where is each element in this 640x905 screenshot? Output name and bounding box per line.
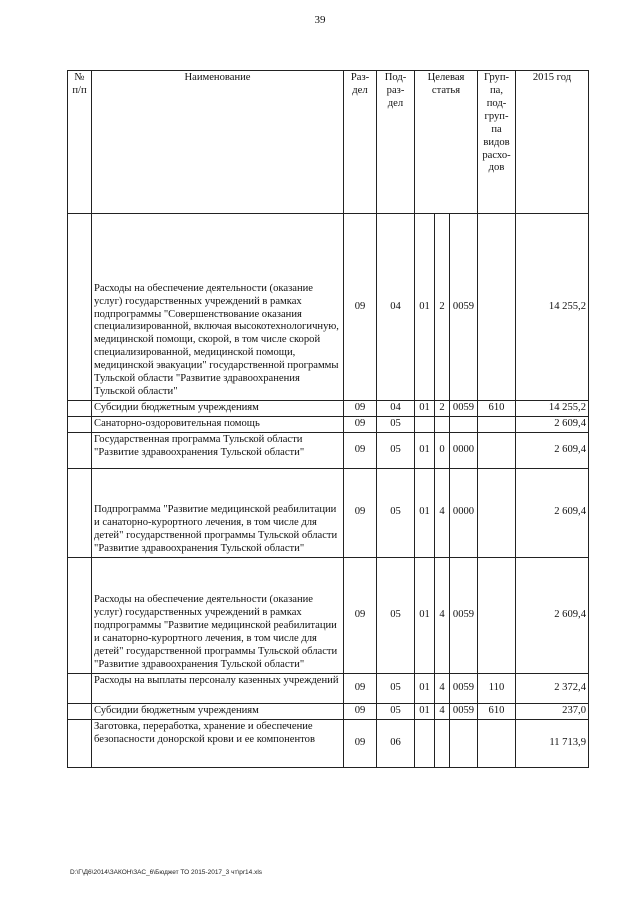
table-row (68, 719, 589, 767)
header-year: 2015 год (516, 71, 589, 214)
header-name: Наименование (92, 71, 344, 214)
cell-gruppa: 610 (478, 703, 516, 719)
cell-cs1 (415, 719, 435, 767)
cell-sum: 11 713,9 (516, 719, 589, 767)
header-podrazdel: Под-раз-дел (377, 71, 415, 214)
cell-sum: 2 609,4 (516, 432, 589, 468)
table-row (68, 468, 589, 557)
cell-num (68, 557, 92, 673)
cell-razdel: 09 (344, 719, 377, 767)
header-gruppa: Груп-па, под-груп-па видов расхо-дов (478, 71, 516, 214)
cell-razdel: 09 (344, 673, 377, 703)
cell-cs3: 0059 (450, 214, 478, 401)
cell-num (68, 719, 92, 767)
cell-num (68, 401, 92, 417)
cell-cs1: 01 (415, 557, 435, 673)
cell-gruppa: 610 (478, 401, 516, 417)
cell-podrazdel: 05 (377, 468, 415, 557)
cell-cs3 (450, 416, 478, 432)
cell-num (68, 703, 92, 719)
cell-cs3: 0059 (450, 557, 478, 673)
cell-cs1: 01 (415, 401, 435, 417)
cell-gruppa (478, 468, 516, 557)
cell-podrazdel: 05 (377, 432, 415, 468)
cell-sum: 237,0 (516, 703, 589, 719)
table-row (68, 401, 589, 417)
cell-cs3: 0000 (450, 432, 478, 468)
cell-name: Санаторно-оздоровительная помощь (92, 416, 344, 432)
page-number: 39 (314, 14, 326, 26)
table-row (68, 432, 589, 468)
table-row (68, 703, 589, 719)
file-path-footer: D:\Г\Д6\2014\ЗАКОН\ЗАС_6\Бюджет ТО 2015-2017_3 чт\pr14.xls (70, 869, 263, 876)
cell-cs1: 01 (415, 468, 435, 557)
cell-num (68, 416, 92, 432)
cell-razdel: 09 (344, 703, 377, 719)
cell-razdel: 09 (344, 468, 377, 557)
cell-name: Субсидии бюджетным учреждениям (92, 401, 344, 417)
cell-name: Расходы на выплаты персоналу казенных учреждений (92, 673, 344, 703)
cell-cs3: 0059 (450, 401, 478, 417)
cell-razdel: 09 (344, 214, 377, 401)
cell-razdel: 09 (344, 557, 377, 673)
cell-cs1 (415, 416, 435, 432)
cell-num (68, 432, 92, 468)
cell-razdel: 09 (344, 401, 377, 417)
cell-podrazdel: 04 (377, 214, 415, 401)
cell-name: Заготовка, переработка, хранение и обеспечение безопасности донорской крови и ее компонентов (92, 719, 344, 767)
cell-gruppa (478, 214, 516, 401)
cell-podrazdel: 05 (377, 416, 415, 432)
table-row (68, 673, 589, 703)
header-celevaya-statya: Целевая статья (415, 71, 478, 214)
cell-cs2: 4 (435, 703, 450, 719)
cell-podrazdel: 04 (377, 401, 415, 417)
cell-cs2 (435, 416, 450, 432)
cell-gruppa (478, 719, 516, 767)
cell-cs3 (450, 719, 478, 767)
cell-sum: 14 255,2 (516, 401, 589, 417)
cell-cs1: 01 (415, 214, 435, 401)
cell-cs2: 2 (435, 214, 450, 401)
cell-name: Расходы на обеспечение деятельности (оказание услуг) государственных учреждений в рамках подпрограммы "Совершенствование оказания специализированной, включая высокотехнологичную, медицинской помощи, скорой, в том числе скорой специализированной, медицинской помощи, медицинской эвакуации" государственной программы Тульской области "Развитие здравоохранения Тульской области" (92, 214, 344, 401)
cell-cs2 (435, 719, 450, 767)
cell-podrazdel: 05 (377, 557, 415, 673)
cell-name: Расходы на обеспечение деятельности (оказание услуг) государственных учреждений в рамках подпрограммы "Развитие медицинской реабилитации и санаторно-курортного лечения, в том числе для детей" государственной программы Тульской области "Развитие здравоохранения Тульской области" (92, 557, 344, 673)
cell-podrazdel: 05 (377, 703, 415, 719)
cell-cs2: 4 (435, 468, 450, 557)
cell-cs1: 01 (415, 703, 435, 719)
cell-cs2: 4 (435, 557, 450, 673)
cell-cs2: 2 (435, 401, 450, 417)
cell-cs2: 0 (435, 432, 450, 468)
cell-name: Субсидии бюджетным учреждениям (92, 703, 344, 719)
budget-table (67, 70, 589, 768)
cell-cs3: 0059 (450, 673, 478, 703)
cell-podrazdel: 06 (377, 719, 415, 767)
cell-gruppa: 110 (478, 673, 516, 703)
cell-num (68, 214, 92, 401)
cell-razdel: 09 (344, 416, 377, 432)
table-row (68, 214, 589, 401)
cell-gruppa (478, 416, 516, 432)
header-num: № п/п (68, 71, 92, 214)
cell-cs1: 01 (415, 432, 435, 468)
cell-cs1: 01 (415, 673, 435, 703)
cell-cs3: 0059 (450, 703, 478, 719)
cell-razdel: 09 (344, 432, 377, 468)
cell-podrazdel: 05 (377, 673, 415, 703)
cell-num (68, 673, 92, 703)
cell-name: Подпрограмма "Развитие медицинской реабилитации и санаторно-курортного лечения, в том числе для детей" государственной программы Тульской области "Развитие здравоохранения Тульской области" (92, 468, 344, 557)
cell-gruppa (478, 557, 516, 673)
header-razdel: Раз-дел (344, 71, 377, 214)
cell-sum: 2 609,4 (516, 416, 589, 432)
table-row (68, 416, 589, 432)
cell-gruppa (478, 432, 516, 468)
cell-cs3: 0000 (450, 468, 478, 557)
table-row (68, 557, 589, 673)
cell-sum: 14 255,2 (516, 214, 589, 401)
cell-cs2: 4 (435, 673, 450, 703)
cell-sum: 2 372,4 (516, 673, 589, 703)
cell-sum: 2 609,4 (516, 557, 589, 673)
cell-name: Государственная программа Тульской области "Развитие здравоохранения Тульской области" (92, 432, 344, 468)
header-row (68, 71, 589, 214)
cell-num (68, 468, 92, 557)
cell-sum: 2 609,4 (516, 468, 589, 557)
